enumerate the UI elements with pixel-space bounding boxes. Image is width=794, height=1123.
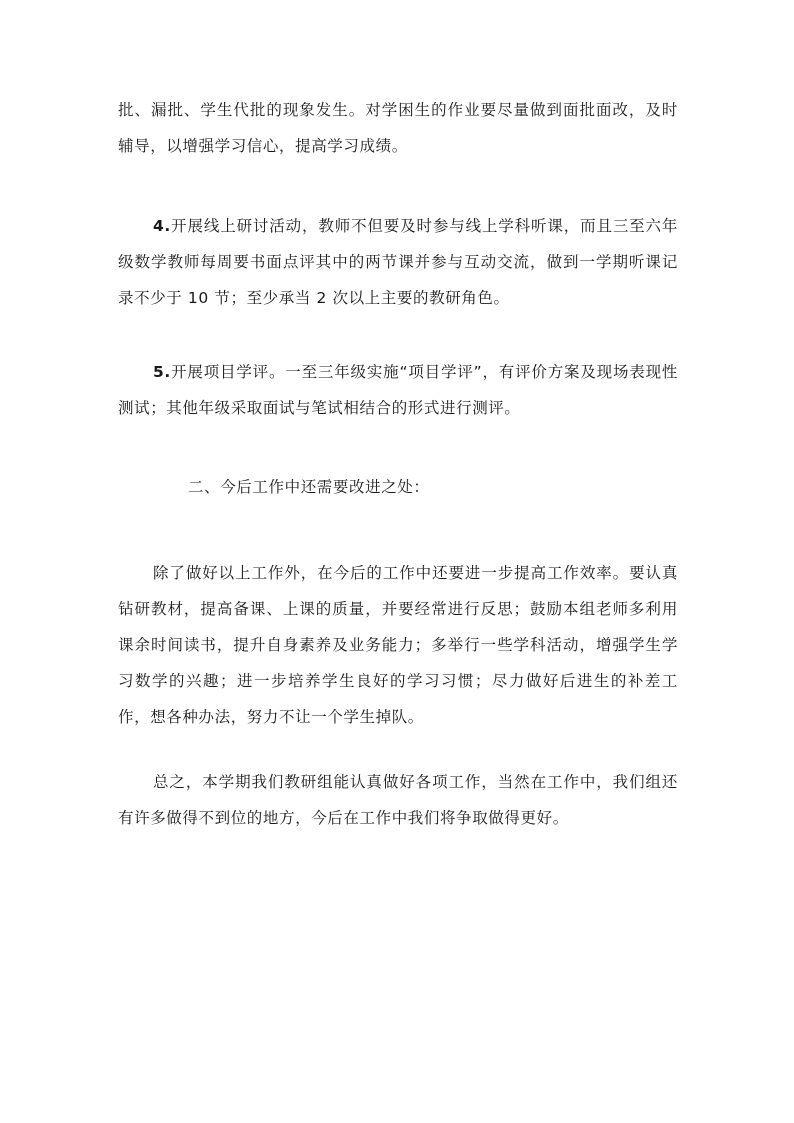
paragraph-homework-grading: 批、漏批、学生代批的现象发生。对学困生的作业要尽量做到面批面改，及时辅导，以增强学习信心，提高学习成绩。 <box>118 101 678 155</box>
section-heading-improvements: 二、今后工作中还需要改进之处： <box>188 478 430 496</box>
paragraph-summary: 总之，本学期我们教研组能认真做好各项工作，当然在工作中，我们组还有许多做得不到位的地方，今后在工作中我们将争取做得更好。 <box>118 773 678 827</box>
paragraph-online-research <box>118 208 678 316</box>
item-number-5: 5. <box>153 363 171 381</box>
paragraph-project-assessment <box>118 354 678 426</box>
item-number-4: 4. <box>153 217 171 235</box>
paragraph-future-work: 除了做好以上工作外，在今后的工作中还要进一步提高工作效率。要认真钻研教材，提高备课、上课的质量，并要经常进行反思；鼓励本组老师多利用课余时间读书，提升自身素养及业务能力；多举行一些学科活动，增强学生学习数学的兴趣；进一步培养学生良好的学习习惯；尽力做好后进生的补差工作，想各种办法，努力不让一个学生掉队。 <box>118 564 678 726</box>
paragraph-project-assessment-text: 开展项目学评。一至三年级实施“项目学评”，有评价方案及现场表现性测试；其他年级采取面试与笔试相结合的形式进行测评。 <box>118 363 678 417</box>
paragraph-online-research-text: 开展线上研讨活动，教师不但要及时参与线上学科听课，而且三至六年级数学教师每周要书面点评其中的两节课并参与互动交流，做到一学期听课记录不少于 10 节；至少承当 2 次以上主要的教研角色。 <box>118 217 678 307</box>
